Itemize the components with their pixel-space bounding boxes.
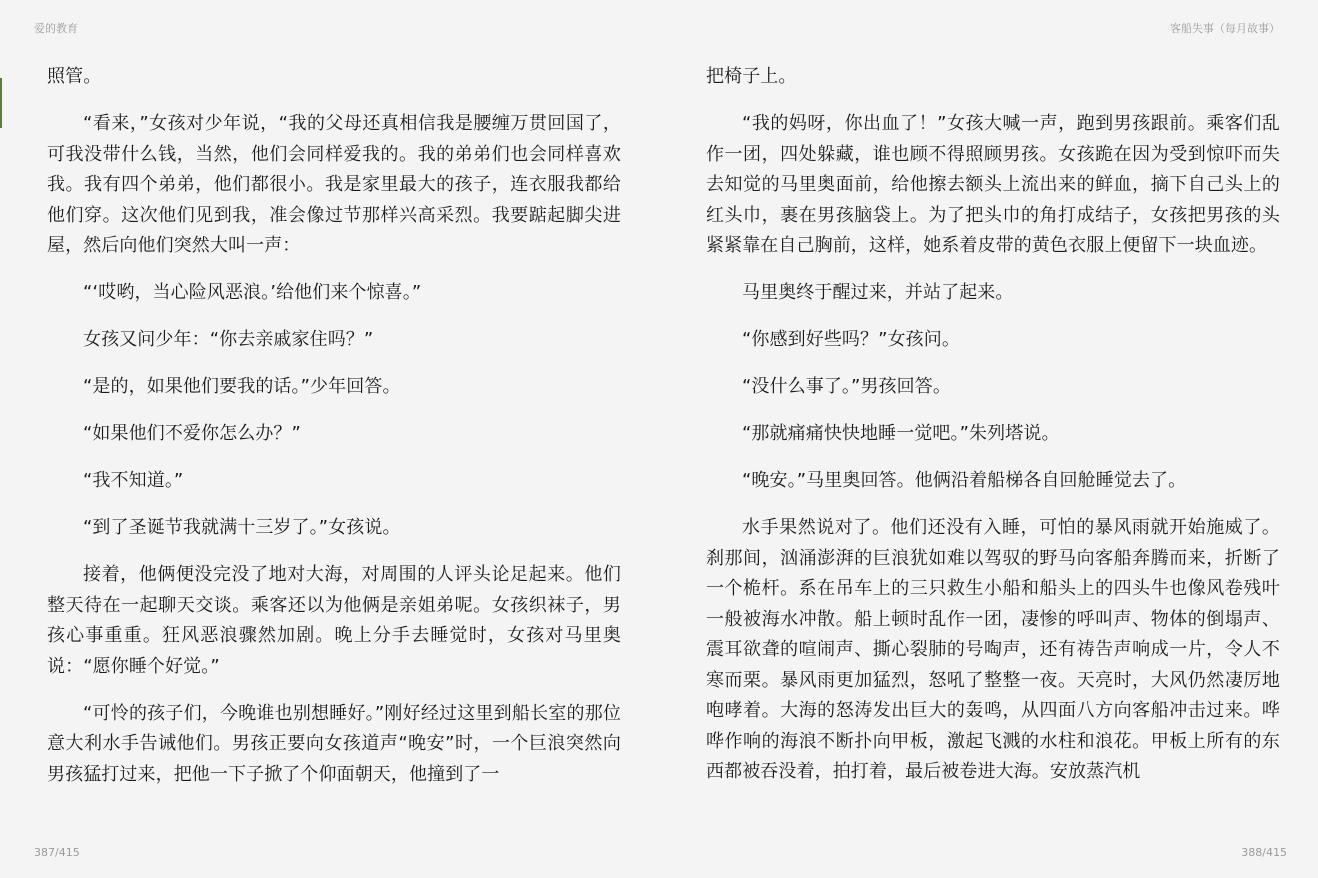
paragraph: “没什么事了。”男孩回答。 [742, 376, 951, 397]
paragraph: “你感到好些吗？”女孩问。 [742, 329, 960, 350]
right-page[interactable] [659, 0, 1318, 878]
paragraph: “‘哎哟，当心险风恶浪。’给他们来个惊喜。” [83, 282, 422, 303]
running-head-chapter-title: 客船失事（每月故事） [1170, 22, 1280, 35]
paragraph: “看来，”女孩对少年说，“我的父母还真相信我是腰缠万贯回国了，可我没带什么钱，当然，他们会同样爱我的。我的弟弟们也会同样喜欢我。我有四个弟弟，他们都很小。我是家里最大的孩子，连衣服我都给他们穿。这次他们见到我，准会像过节那样兴高采烈。我要踮起脚尖进屋，然后向他们突然大叫一声： [47, 113, 621, 256]
paragraph: 马里奥终于醒过来，并站了起来。 [742, 282, 1014, 303]
paragraph: “可怜的孩子们，今晚谁也别想睡好。”刚好经过这里到船长室的那位意大利水手告诫他们。男孩正要向女孩道声“晚安”时，一个巨浪突然向男孩猛打过来，把他一下子掀了个仰面朝天，他撞到了一 [47, 702, 621, 785]
running-head-book-title: 爱的教育 [34, 22, 78, 35]
paragraph: “是的，如果他们要我的话。”少年回答。 [83, 376, 401, 397]
paragraph: 接着，他俩便没完没了地对大海，对周围的人评头论足起来。他们整天待在一起聊天交谈。乘客还以为他俩是亲姐弟呢。女孩织袜子，男孩心事重重。狂风恶浪骤然加剧。晚上分手去睡觉时，女孩对马里奥说：“愿你睡个好觉。” [47, 564, 621, 677]
paragraph: “我不知道。” [83, 470, 184, 491]
paragraph: 照管。 [47, 66, 102, 87]
right-page-text [706, 62, 1280, 804]
paragraph: “如果他们不爱你怎么办？” [83, 423, 301, 444]
paragraph: 女孩又问少年：“你去亲戚家住吗？” [83, 329, 374, 350]
paragraph: 水手果然说对了。他们还没有入睡，可怕的暴风雨就开始施威了。刹那间，汹涌澎湃的巨浪犹如难以驾驭的野马向客船奔腾而来，折断了一个桅杆。系在吊车上的三只救生小船和船头上的四头牛也像风卷残叶一般被海水冲散。船上顿时乱作一团，凄惨的呼叫声、物体的倒塌声、震耳欲聋的喧闹声、撕心裂肺的号啕声，还有祷告声响成一片，令人不寒而栗。暴风雨更加猛烈，怒吼了整整一夜。天亮时，大风仍然凄厉地咆哮着。大海的怒涛发出巨大的轰鸣，从四面八方向客船冲击过来。哗哗作响的海浪不断扑向甲板，激起飞溅的水柱和浪花。甲板上所有的东西都被吞没着，拍打着，最后被卷进大海。安放蒸汽机 [706, 517, 1280, 782]
page-number-left: 387/415 [34, 846, 80, 859]
left-page-text [47, 62, 621, 807]
paragraph: “那就痛痛快快地睡一觉吧。”朱列塔说。 [742, 423, 1060, 444]
paragraph: “我的妈呀，你出血了！”女孩大喊一声，跑到男孩跟前。乘客们乱作一团，四处躲藏，谁也顾不得照顾男孩。女孩跪在因为受到惊吓而失去知觉的马里奥面前，给他擦去额头上流出来的鲜血，摘下自己头上的红头巾，裹在男孩脑袋上。为了把头巾的角打成结子，女孩把男孩的头紧紧靠在自己胸前，这样，她系着皮带的黄色衣服上便留下一块血迹。 [706, 113, 1280, 256]
paragraph: “晚安。”马里奥回答。他俩沿着船梯各自回舱睡觉去了。 [742, 470, 1187, 491]
paragraph: “到了圣诞节我就满十三岁了。”女孩说。 [83, 517, 401, 538]
page-number-right: 388/415 [1241, 846, 1287, 859]
paragraph: 把椅子上。 [706, 66, 797, 87]
